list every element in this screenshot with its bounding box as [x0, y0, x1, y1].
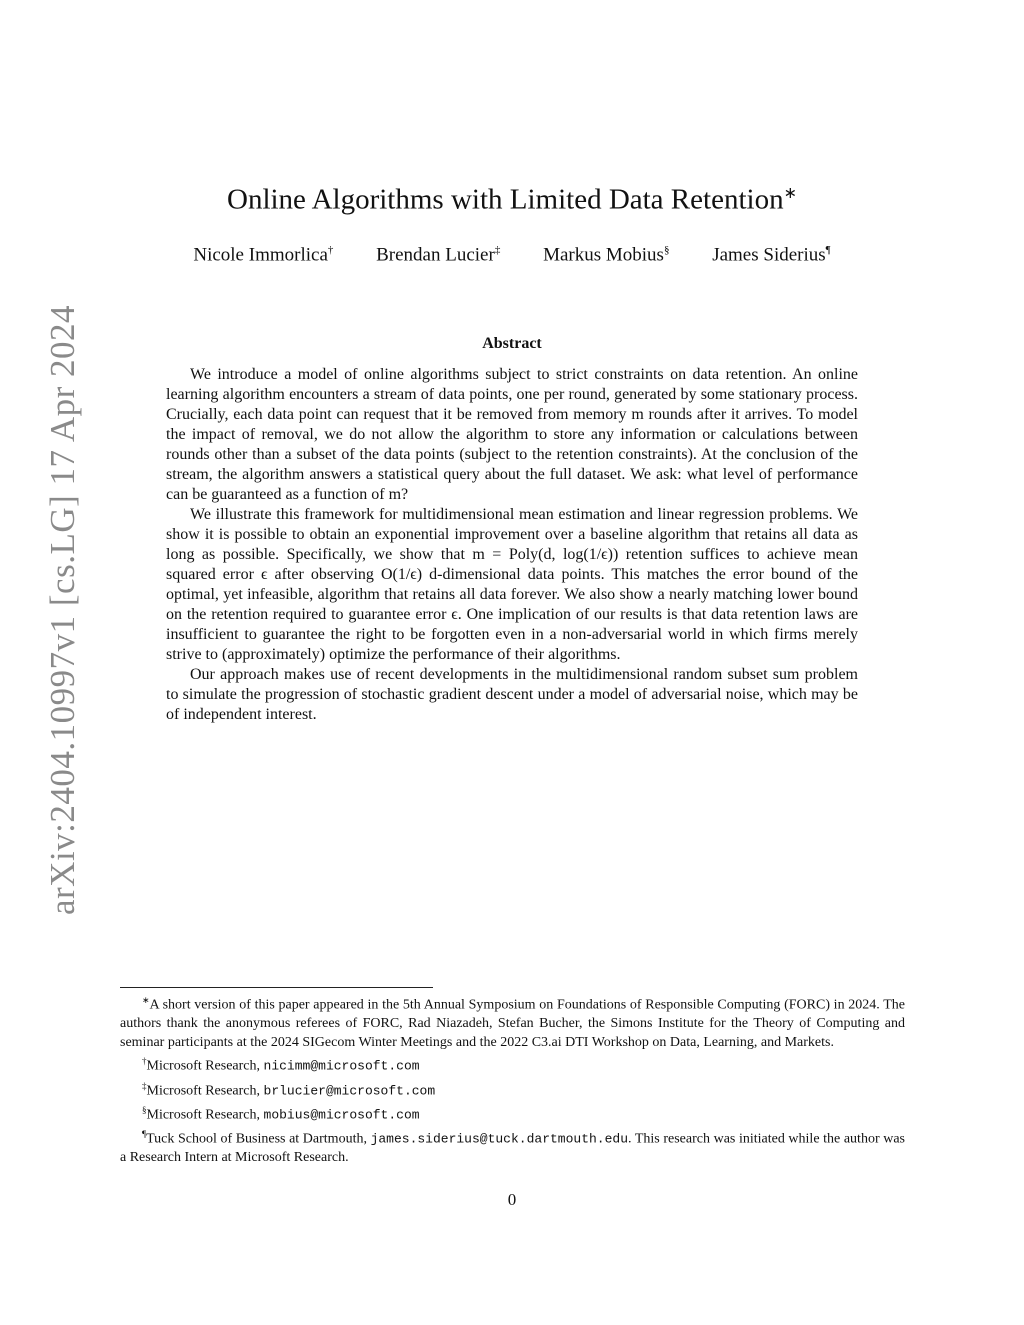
paper-title: [0, 183, 1024, 217]
footnote-mark: ¶: [142, 1129, 147, 1140]
footnote-text: Microsoft Research,: [146, 1107, 264, 1123]
author-immorlica: [193, 244, 333, 266]
paper-title-text: Online Algorithms with Limited Data Retention: [227, 183, 784, 216]
author-list: [0, 244, 1024, 266]
footnote-text: Microsoft Research,: [146, 1083, 264, 1099]
footnote-immorlica: [120, 1052, 905, 1076]
author-siderius: [712, 244, 830, 266]
footnote-text: Microsoft Research,: [146, 1059, 264, 1075]
abstract-heading: Abstract: [482, 335, 542, 352]
footnote-mark: ‡: [142, 1080, 147, 1091]
footnote-mark: †: [142, 1056, 147, 1067]
footnote-lucier: [120, 1077, 905, 1101]
arxiv-identifier: arXiv:2404.10997v1 [cs.LG] 17 Apr 2024: [43, 304, 82, 916]
author-lucier: [376, 244, 500, 266]
footnote-mark: §: [142, 1104, 147, 1115]
footnote-title-note: [120, 991, 905, 1052]
author-name: Nicole Immorlica: [193, 244, 328, 266]
footnote-rule: [120, 987, 433, 988]
footnote-text: Tuck School of Business at Dartmouth,: [146, 1131, 371, 1147]
author-footnote-mark: ‡: [494, 244, 501, 256]
abstract-paragraph: We illustrate this framework for multidimensional mean estimation and linear regression problems. We show it is possible to obtain an exponential improvement over a baseline algorithm that retains all data as long as possible. Specifically, we show that m = Poly(d, log(1/ϵ)) retention suffices to achieve mean squared error ϵ after observing O(1/ϵ) d-dimensional data points. This matches the error bound of the optimal, yet infeasible, algorithm that retains all data forever. We also show a nearly matching lower bound on the retention required to guarantee error ϵ. One implication of our results is that data retention laws are insufficient to guarantee the right to be forgotten even in a non-adversarial world in which firms merely strive to (approximately) optimize the performance of their algorithms.: [166, 506, 858, 663]
page-number: 0: [507, 1190, 517, 1209]
email-link[interactable]: mobius@microsoft.com: [263, 1107, 420, 1123]
abstract-paragraph: We introduce a model of online algorithms subject to strict constraints on data retention. An online learning algorithm encounters a stream of data points, one per round, generated by some stationary process. Crucially, each data point can request that it be removed from memory m rounds after it arrives. To model the impact of removal, we do not allow the algorithm to store any information or calculations between rounds other than a subset of the data points (subject to the retention constraints). At the conclusion of the stream, the algorithm answers a statistical query about the full dataset. We ask: what level of performance can be guaranteed as a function of m?: [166, 366, 858, 503]
author-name: Markus Mobius: [543, 244, 664, 266]
abstract-paragraph: Our approach makes use of recent developments in the multidimensional random subset sum problem to simulate the progression of stochastic gradient descent under a model of adversarial noise, which may be of independent interest.: [166, 666, 858, 723]
author-name: Brendan Lucier: [376, 244, 495, 266]
footnote-text-continued: . This research was initiated while the author was a Research Intern at Microsoft Research.: [120, 1131, 905, 1166]
author-footnote-mark: §: [663, 244, 670, 256]
abstract-body: [166, 365, 858, 725]
author-footnote-mark: ¶: [825, 244, 831, 256]
footnote-text: A short version of this paper appeared in the 5th Annual Symposium on Foundations of Responsible Computing (FORC) in 2024. The authors thank the anonymous referees of FORC, Rad Niazadeh, Stefan Bucher, the Simons Institute for the Theory of Computing and seminar participants at the 2024 SIGecom Winter Meetings and the 2022 C3.ai DTI Workshop on Data, Learning, and Markets.: [120, 997, 905, 1050]
author-footnote-mark: †: [327, 244, 334, 256]
footnote-mark: ∗: [142, 995, 150, 1005]
footnote-mobius: [120, 1101, 905, 1125]
footnotes: [120, 991, 905, 1168]
title-footnote-mark: ∗: [783, 185, 797, 202]
email-link[interactable]: james.siderius@tuck.dartmouth.edu: [370, 1131, 629, 1147]
email-link[interactable]: nicimm@microsoft.com: [263, 1059, 420, 1075]
author-name: James Siderius: [712, 244, 826, 266]
author-mobius: [543, 244, 669, 266]
email-link[interactable]: brlucier@microsoft.com: [263, 1083, 436, 1099]
footnote-siderius: [120, 1125, 905, 1168]
